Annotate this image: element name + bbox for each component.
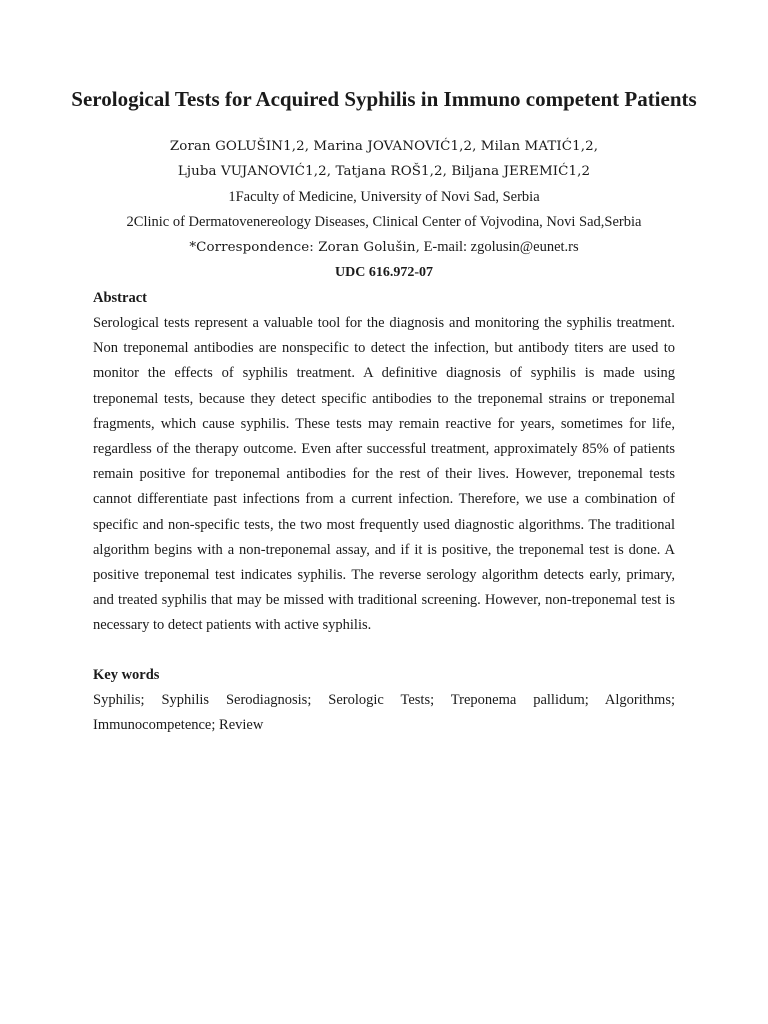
correspondence-label: *Correspondence: Zoran Golušin, (189, 240, 420, 255)
paper-title: Serological Tests for Acquired Syphilis in Immuno competent Patients (71, 87, 697, 111)
affiliation-2: 2Clinic of Dermatovenereology Diseases, Clinical Center of Vojvodina, Novi Sad,Serbia (126, 214, 642, 230)
correspondence (40, 238, 728, 257)
abstract-heading: Abstract (93, 290, 147, 306)
authors-line-2: Ljuba VUJANOVIĆ1,2, Tatjana ROŠ1,2, Biljana JEREMIĆ1,2 (177, 164, 591, 179)
correspondence-email: E-mail: zgolusin@eunet.rs (419, 239, 579, 255)
keywords-text: Syphilis; Syphilis Serodiagnosis; Serologic Tests; Treponema pallidum; Algorithms; Immunocompetence; Review (93, 692, 675, 734)
keywords-heading: Key words (93, 667, 160, 683)
abstract-text: Serological tests represent a valuable tool for the diagnosis and monitoring the syphilis treatment. Non treponemal antibodies are nonspecific to detect the infection, but antibody titers are used to monitor the effects of syphilis treatment. A definitive diagnosis of syphilis is made using treponemal tests, because they detect specific antibodies to the treponemal strains or treponemal fragments, which cause syphilis. These tests may remain reactive for years, sometimes for life, regardless of the therapy outcome. Even after successful treatment, approximately 85% of patients remain positive for treponemal antibodies for the rest of their lives. However, treponemal tests cannot differentiate past infections from a current infection. Therefore, we use a combination of specific and non-specific tests, the two most frequently used diagnostic algorithms. The traditional algorithm begins with a non-treponemal assay, and if it is positive, the treponemal test is done. A positive treponemal test indicates syphilis. The reverse serology algorithm detects early, primary, and treated syphilis that may be missed with traditional screening. However, non-treponemal test is necessary to detect patients with active syphilis. (93, 315, 675, 634)
udc-code: UDC 616.972-07 (335, 265, 433, 280)
authors-line-1: Zoran GOLUŠIN1,2, Marina JOVANOVIĆ1,2, Milan MATIĆ1,2, (169, 139, 599, 154)
affiliation-1: 1Faculty of Medicine, University of Novi Sad, Serbia (228, 189, 540, 205)
